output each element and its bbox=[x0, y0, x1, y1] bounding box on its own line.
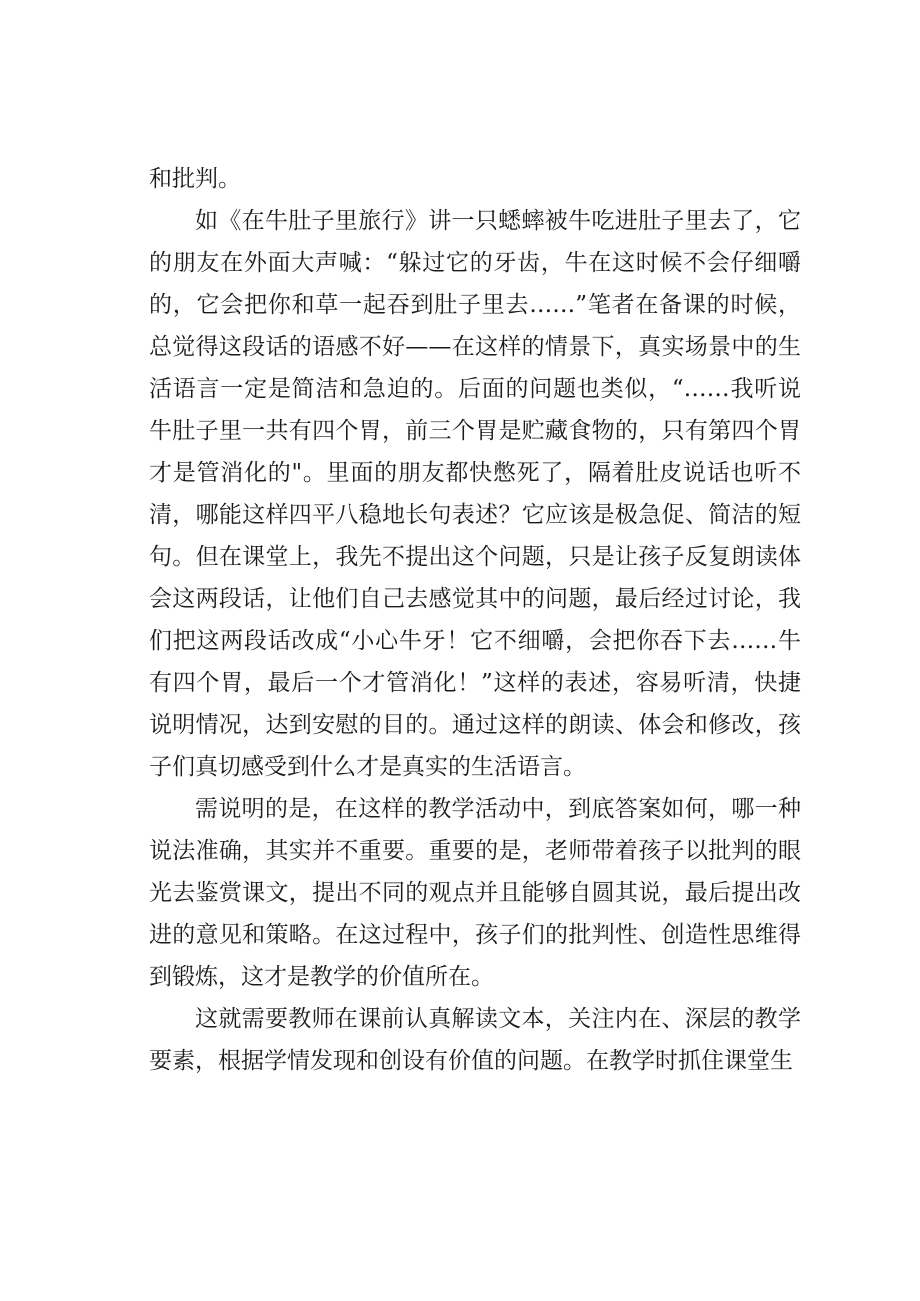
paragraph-1: 和批判。 bbox=[149, 166, 241, 192]
document-body bbox=[149, 158, 801, 1082]
paragraph-2: 如《在牛肚子里旅行》讲一只蟋蟀被牛吃进肚子里去了，它的朋友在外面大声喊：“躲过它的牙齿，牛在这时候不会仔细嚼的，它会把你和草一起吞到肚子里去……”笔者在备课的时候，总觉得这段话的语感不好——在这样的情景下，真实场景中的生活语言一定是简洁和急迫的。后面的问题也类似，“……我听说牛肚子里一共有四个胃，前三个胃是贮藏食物的，只有第四个胃才是管消化的"。里面的朋友都快憋死了，隔着肚皮说话也听不清，哪能这样四平八稳地长句表述？它应该是极急促、简洁的短句。但在课堂上，我先不提出这个问题，只是让孩子反复朗读体会这两段话，让他们自己去感觉其中的问题，最后经过讨论，我们把这两段话改成“小心牛牙！它不细嚼，会把你吞下去……牛有四个胃，最后一个才管消化！”这样的表述，容易听清，快捷说明情况，达到安慰的目的。通过这样的朗读、体会和修改，孩子们真切感受到什么才是真实的生活语言。 bbox=[149, 208, 801, 780]
paragraph-3: 需说明的是，在这样的教学活动中，到底答案如何，哪一种说法准确，其实并不重要。重要的是，老师带着孩子以批判的眼光去鉴赏课文，提出不同的观点并且能够自圆其说，最后提出改进的意见和策略。在这过程中，孩子们的批判性、创造性思维得到锻炼，这才是教学的价值所在。 bbox=[149, 796, 801, 990]
paragraph-4: 这就需要教师在课前认真解读文本，关注内在、深层的教学要素，根据学情发现和创设有价值的问题。在教学时抓住课堂生 bbox=[149, 1006, 801, 1074]
